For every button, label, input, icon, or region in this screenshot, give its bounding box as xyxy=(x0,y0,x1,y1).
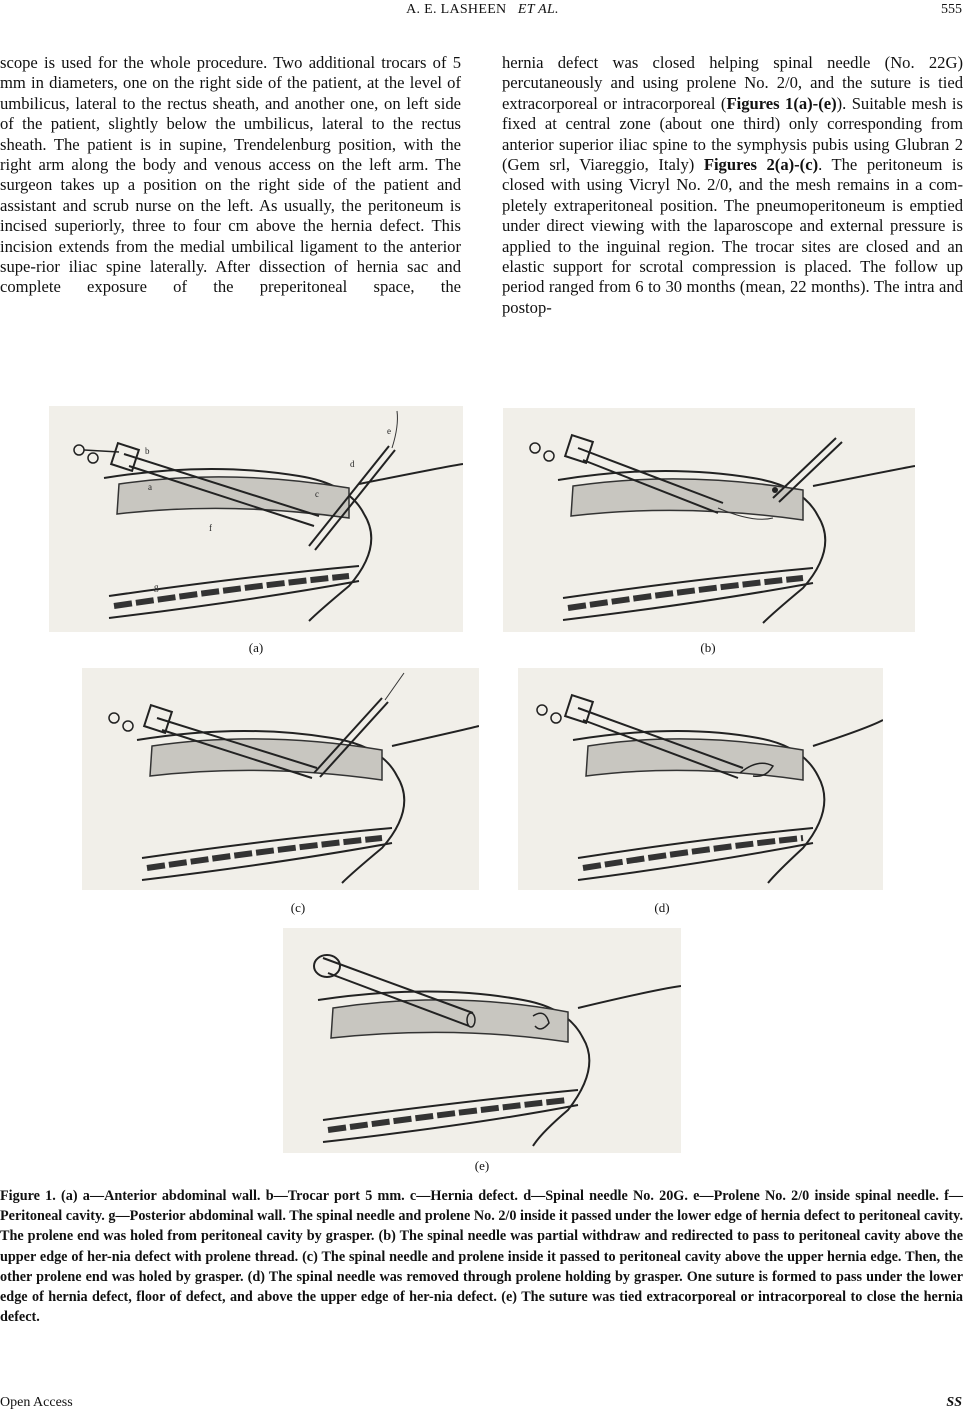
subfigure-label-a: (a) xyxy=(248,640,264,655)
drawing-letter-g: g xyxy=(154,582,159,592)
subfigure-label-c: (c) xyxy=(290,900,306,915)
running-title xyxy=(0,2,965,18)
figure-1b-drawing xyxy=(503,408,915,632)
drawing-letter-b: b xyxy=(145,446,150,456)
subfigure-label-e: (e) xyxy=(474,1158,490,1173)
page-footer xyxy=(0,1395,965,1414)
left-column-text: scope is used for the whole procedure. Two additional trocars of 5 mm in diameters, one on the right side of the patient, at the level of umbilicus, lateral to the rectus sheath, and another one, on left side of the patient, slightly below the umbilicus, lateral to the rectus sheath. The patient is in supine, Trendelenburg position, with the right arm along the body and venous access on the left arm. The surgeon takes up a position on the right side of the patient and assistant and scrub nurse on the left. As usually, the peritoneum is incised superiorly, three to four cm above the hernia defect. This incision extends from the medial umbilical ligament to the anterior supe-rior iliac spine laterally. After dissection of hernia sac and complete exposure of the preperitoneal space, the xyxy=(0,53,461,297)
subfigure-label-d: (d) xyxy=(654,900,670,915)
right-text-3: . The peritoneum is closed with using Vicryl No. 2/0, and the mesh remains in a com-pletely extraperitoneal position. The pneumoperitoneum is emptied under direct viewing with the laparoscope and external pressure is applied to the inguinal region. The trocar sites are closed and an elastic support for scrotal compression is placed. The follow up period ranged from 6 to 30 months (mean, 22 months). The intra and postop- xyxy=(502,155,964,317)
subfigure-label-b: (b) xyxy=(700,640,716,655)
right-text-2: ). Suitable mesh is fixed at central zone (about one third) only corresponding from anterior superior iliac spine to the symphysis pubis using Glubran 2 (Gem srl, Viareggio, Italy) xyxy=(502,93,963,175)
right-column xyxy=(502,53,963,318)
journal-abbrev: SS xyxy=(946,1395,962,1410)
figure-caption: Figure 1. (a) a—Anterior abdominal wall. b—Trocar port 5 mm. c—Hernia defect. d—Spinal needle No. 20G. e—Prolene No. 2/0 inside spinal needle. f—Peritoneal cavity. g—Posterior abdominal wall. The spinal needle and prolene No. 2/0 inside it passed under the lower edge of hernia defect to peritoneal cavity. The prolene end was holed from peritoneal cavity by grasper. (b) The spinal needle was partial withdraw and redirected to pass to peritoneal cavity above the upper edge of her-nia defect with prolene thread. (c) The spinal needle and prolene inside it passed to peritoneal cavity above the upper hernia edge. Then, the other prolene end was holed by grasper. (d) The spinal needle was removed through prolene holding by grasper. One suture is formed to pass under the lower edge of hernia defect, floor of defect, and above the upper edge of her-nia defect. (e) The suture was tied extracorporeal or intracorporeal to close the hernia defect. xyxy=(0,1188,963,1326)
authors: A. E. LASHEEN xyxy=(406,2,507,17)
right-column-text xyxy=(502,53,963,318)
figure-1d-drawing xyxy=(518,668,883,890)
right-text-1: hernia defect was closed helping spinal needle (No. 22G) percutaneously and using prolene No. 2/0, and the suture is tied extracorporeal or intracorporeal ( xyxy=(502,53,963,113)
drawing-letter-f: f xyxy=(209,523,212,533)
drawing-letter-a: a xyxy=(148,482,152,492)
figure-ref-1[interactable]: Figures 1(a)-(e) xyxy=(726,93,837,113)
figure-1c-drawing xyxy=(82,668,479,890)
figure-1e-drawing xyxy=(283,928,681,1153)
open-access-label: Open Access xyxy=(0,1395,73,1410)
drawing-letter-d: d xyxy=(350,459,355,469)
figure-1a-drawing xyxy=(49,406,463,632)
drawing-letter-c: c xyxy=(315,489,319,499)
left-column xyxy=(0,53,461,298)
figure-ref-2[interactable]: Figures 2(a)-(c) xyxy=(703,155,819,175)
page-number: 555 xyxy=(941,2,962,17)
et-al: ET AL. xyxy=(517,2,559,17)
drawing-letter-e: e xyxy=(387,426,391,436)
page-header xyxy=(0,2,965,24)
